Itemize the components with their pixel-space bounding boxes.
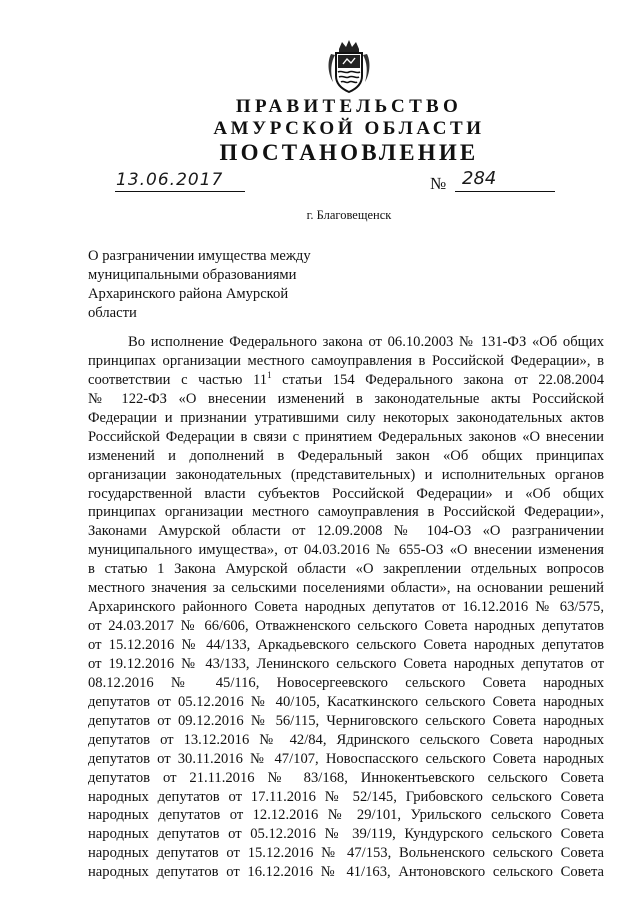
document-date: 13.06.2017 xyxy=(116,170,224,190)
body-line: муниципального имущества», от 04.03.2016 № 655-ОЗ «О внесении изменения xyxy=(88,542,604,559)
body-line: Законами Амурской области от 12.09.2008 № 104-ОЗ «О разграничении xyxy=(88,523,604,540)
body-line: № 122-ФЗ «О внесении изменений в законодательные акты Российской xyxy=(88,390,604,407)
body-line: организации законодательных (представительных) и исполнительных органов xyxy=(88,466,604,483)
number-underline xyxy=(455,191,555,192)
body-line: от 15.12.2016 № 44/133, Аркадьевского сельского Совета народных депутатов xyxy=(88,637,604,653)
body-line-with-superscript xyxy=(88,371,604,390)
body-line: народных депутатов от 12.12.2016 № 29/101, Урильского сельского Совета xyxy=(88,807,604,824)
number-label: № xyxy=(430,174,447,193)
body-line: местного значения за сельскими поселениями области», на основании решений xyxy=(88,580,604,597)
amur-coat-of-arms-icon xyxy=(325,38,373,94)
body-line: депутатов от 21.11.2016 № 83/168, Иннокентьевского сельского Совета xyxy=(88,769,604,786)
body-line-tail: статьи 154 Федерального закона от 22.08.2004 xyxy=(271,371,605,388)
government-name-line2: АМУРСКОЙ ОБЛАСТИ xyxy=(213,118,485,139)
body-line: в статью 1 Закона Амурской области «О закреплении отдельных вопросов xyxy=(88,561,604,578)
body-line: Архаринского районного Совета народных депутатов от 16.12.2016 № 63/575, xyxy=(88,599,604,616)
body-line: народных депутатов от 05.12.2016 № 39/119, Кундурского сельского Совета xyxy=(88,826,604,843)
body-line-start: соответствии с частью 11 xyxy=(88,371,268,388)
body-line: депутатов от 09.12.2016 № 56/115, Черниговского сельского Совета народных xyxy=(88,712,604,729)
body-line: Федерации и признании утратившими силу некоторых законодательных актов xyxy=(88,409,604,426)
subject-line: Архаринского района Амурской xyxy=(88,286,289,302)
body-line: народных депутатов от 15.12.2016 № 47/153, Вольненского сельского Совета xyxy=(88,845,604,862)
city-name: г. Благовещенск xyxy=(306,208,392,222)
document-type-title: ПОСТАНОВЛЕНИЕ xyxy=(219,140,479,165)
subject-line: области xyxy=(88,305,137,321)
body-line: государственной власти субъектов Российской Федерации» и «Об общих xyxy=(88,485,604,502)
body-line: депутатов от 13.12.2016 № 42/84, Ядринского сельского Совета народных xyxy=(88,731,604,748)
body-line: депутатов от 30.11.2016 № 47/107, Новоспасского сельского Совета народных xyxy=(88,750,604,767)
body-line: принципах организации местного самоуправления в Российской Федерации», xyxy=(88,504,604,521)
subject-line: муниципальными образованиями xyxy=(88,267,297,283)
body-line: 08.12.2016 № 45/116, Новосергеевского сельского Совета народных xyxy=(88,674,604,691)
body-line: Во исполнение Федерального закона от 06.10.2003 № 131-ФЗ «Об общих xyxy=(128,334,604,350)
body-line: от 19.12.2016 № 43/133, Ленинского сельского Совета народных депутатов от xyxy=(88,655,604,672)
superscript: 1 xyxy=(267,369,272,380)
subject-line: О разграничении имущества между xyxy=(88,248,311,264)
body-line: депутатов от 05.12.2016 № 40/105, Касаткинского сельского Совета народных xyxy=(88,693,604,710)
body-line: народных депутатов от 16.12.2016 № 41/163, Антоновского сельского Совета xyxy=(88,864,604,881)
document-number: 284 xyxy=(462,168,497,189)
body-line: Российской Федерации в связи с принятием Федеральных законов «О внесении xyxy=(88,428,604,445)
document-body xyxy=(88,333,604,882)
body-line: принципах организации местного самоуправления в Российской Федерации», в xyxy=(88,352,604,369)
date-underline xyxy=(115,191,245,192)
body-line: от 24.03.2017 № 66/606, Отважненского сельского Совета народных депутатов xyxy=(88,618,604,635)
body-line: изменений и дополнений в Федеральный закон «Об общих принципах xyxy=(88,447,604,464)
body-line: народных депутатов от 17.11.2016 № 52/145, Грибовского сельского Совета xyxy=(88,788,604,805)
government-name-line1: ПРАВИТЕЛЬСТВО xyxy=(235,96,463,117)
document-subject xyxy=(88,247,328,323)
